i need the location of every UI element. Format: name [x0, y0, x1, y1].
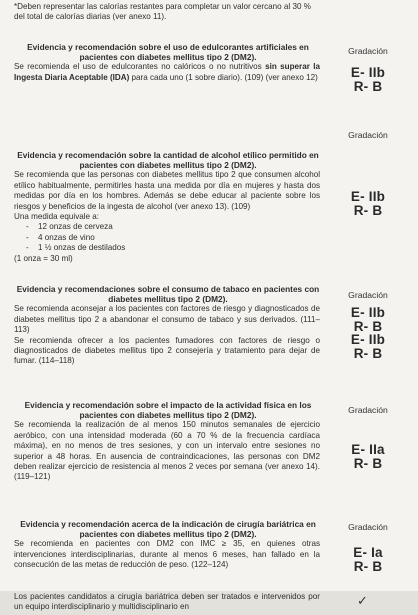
- evidence-grade: E- IIb: [350, 189, 386, 204]
- recommendation-grade: R- B: [353, 558, 383, 574]
- recommendation-grade: R- B: [353, 78, 383, 94]
- grade-label: Gradación: [348, 405, 388, 415]
- recommendation-text: Se recomienda ofrecer a los pacientes fumadores con factores de riesgo o diagnosticados de diabetes mellitus tipo 2 consejería y tratamiento para dejar de fumar. (114–118): [14, 335, 320, 366]
- recommendation-text-part: Se recomienda el uso de edulcorantes no calóricos o no nutritivos: [14, 62, 266, 72]
- section-tabaco: [14, 284, 320, 367]
- measure-list: [14, 222, 320, 253]
- grade-label: Gradación: [348, 130, 388, 140]
- grade-label: Gradación: [348, 522, 388, 532]
- recommendation-grade: R- B: [353, 345, 383, 361]
- grade-label: Gradación: [348, 290, 388, 300]
- recommendation-text-part: para cada uno (1 sobre diario). (109) (ver anexo 12): [129, 72, 318, 82]
- recommendation-text: Se recomienda en pacientes con DM2 con IMC ≥ 35, en quienes otras intervenciones interdisciplinarias, durante al menos 6 meses, han fallado en la consecución de las metas de reducción de peso. (122–124): [14, 539, 320, 570]
- evidence-grade: E- IIa: [351, 442, 385, 457]
- checkmark-icon: ✓: [357, 593, 368, 608]
- list-item: - 12 onzas de cerveza: [38, 222, 320, 232]
- evidence-grade: E- IIb: [350, 305, 386, 320]
- section-heading: Evidencia y recomendación sobre el uso de edulcorantes artificiales en pacientes con diabetes mellitus tipo 2 (DM2).: [27, 42, 309, 63]
- evidence-grade: E- IIb: [350, 65, 386, 80]
- recommendation-grade: R- B: [353, 202, 383, 218]
- section-heading: Evidencia y recomendación sobre el impacto de la actividad física en los pacientes con diabetes mellitus tipo 2 (DM2).: [24, 400, 312, 421]
- list-item: - 4 onzas de vino: [38, 233, 320, 243]
- section-heading: Evidencia y recomendaciones sobre el consumo de tabaco en pacientes con diabetes mellitus tipo 2 (DM2).: [16, 284, 320, 305]
- grade-column: [330, 46, 406, 93]
- recommendation-text-bold: sin superar la Ingesta Diaria Aceptable (IDA): [14, 62, 320, 82]
- evidence-grade: E- Ia: [353, 545, 383, 560]
- grade-column: [330, 290, 406, 360]
- recommendation-text: Se recomienda la realización de al menos 150 minutos semanales de ejercicio aeróbico, con una intensidad moderada (60 a 70 % de la frecuencia cardíaca máxima), en no menos de tres sesiones, y con un intervalo entre sesiones no superior a 48 horas. En ausencia de contraindicaciones, las personas con DM2 deben realizar ejercicio de resistencia al menos 2 veces por semana (ver anexo 14). (119–121): [14, 420, 320, 482]
- measure-intro: Una medida equivale a:: [14, 212, 100, 222]
- evidence-grade: E- IIb: [350, 332, 386, 347]
- section-edulcorantes: [14, 42, 320, 83]
- measure-note: (1 onza = 30 ml): [14, 253, 73, 263]
- grade-column: [330, 405, 406, 470]
- recommendation-text: [14, 62, 320, 83]
- recommendation-text: Se recomienda que las personas con diabetes mellitus tipo 2 que consumen alcohol etílico habitualmente, permitirles hasta una medida por día en mujeres y hasta dos medidas por día en los hombres. Además se debe educar al paciente sobre los riesgos y beneficios de la ingesta de alcohol (ver anexo 13). (109): [14, 170, 320, 211]
- intro-note: *Deben representar las calorías restantes para completar un valor cercano al 30 % del total de calorías diarias (ver anexo 11).: [14, 2, 311, 22]
- section-cirugia-bariatrica: [14, 519, 320, 571]
- list-item: - 1 ½ onzas de destilados: [38, 243, 320, 253]
- grade-label: Gradación: [348, 46, 388, 56]
- section-alcohol: [14, 150, 320, 264]
- section-heading: Evidencia y recomendación sobre la cantidad de alcohol etílico permitido en pacientes con diabetes mellitus tipo 2 (DM2).: [17, 150, 319, 171]
- grade-column: [330, 522, 406, 573]
- recommendation-grade: R- B: [353, 318, 383, 334]
- checkmark-row: [0, 591, 418, 615]
- section-heading: Evidencia y recomendación acerca de la indicación de cirugía bariátrica en pacientes con diabetes mellitus tipo 2 (DM2).: [20, 519, 316, 540]
- recommendation-text: Los pacientes candidatos a cirugía bariátrica deben ser tratados e intervenidos por un equipo interdisciplinario y multidisciplinario en: [14, 592, 320, 612]
- grade-column: [330, 130, 406, 217]
- section-actividad-fisica: [14, 400, 320, 483]
- recommendation-text: Se recomienda aconsejar a los pacientes con factores de riesgo y diagnosticados de diabetes mellitus tipo 2 a abandonar el consumo de tabaco y sus derivados. (111–113): [14, 304, 320, 335]
- recommendation-grade: R- B: [353, 455, 383, 471]
